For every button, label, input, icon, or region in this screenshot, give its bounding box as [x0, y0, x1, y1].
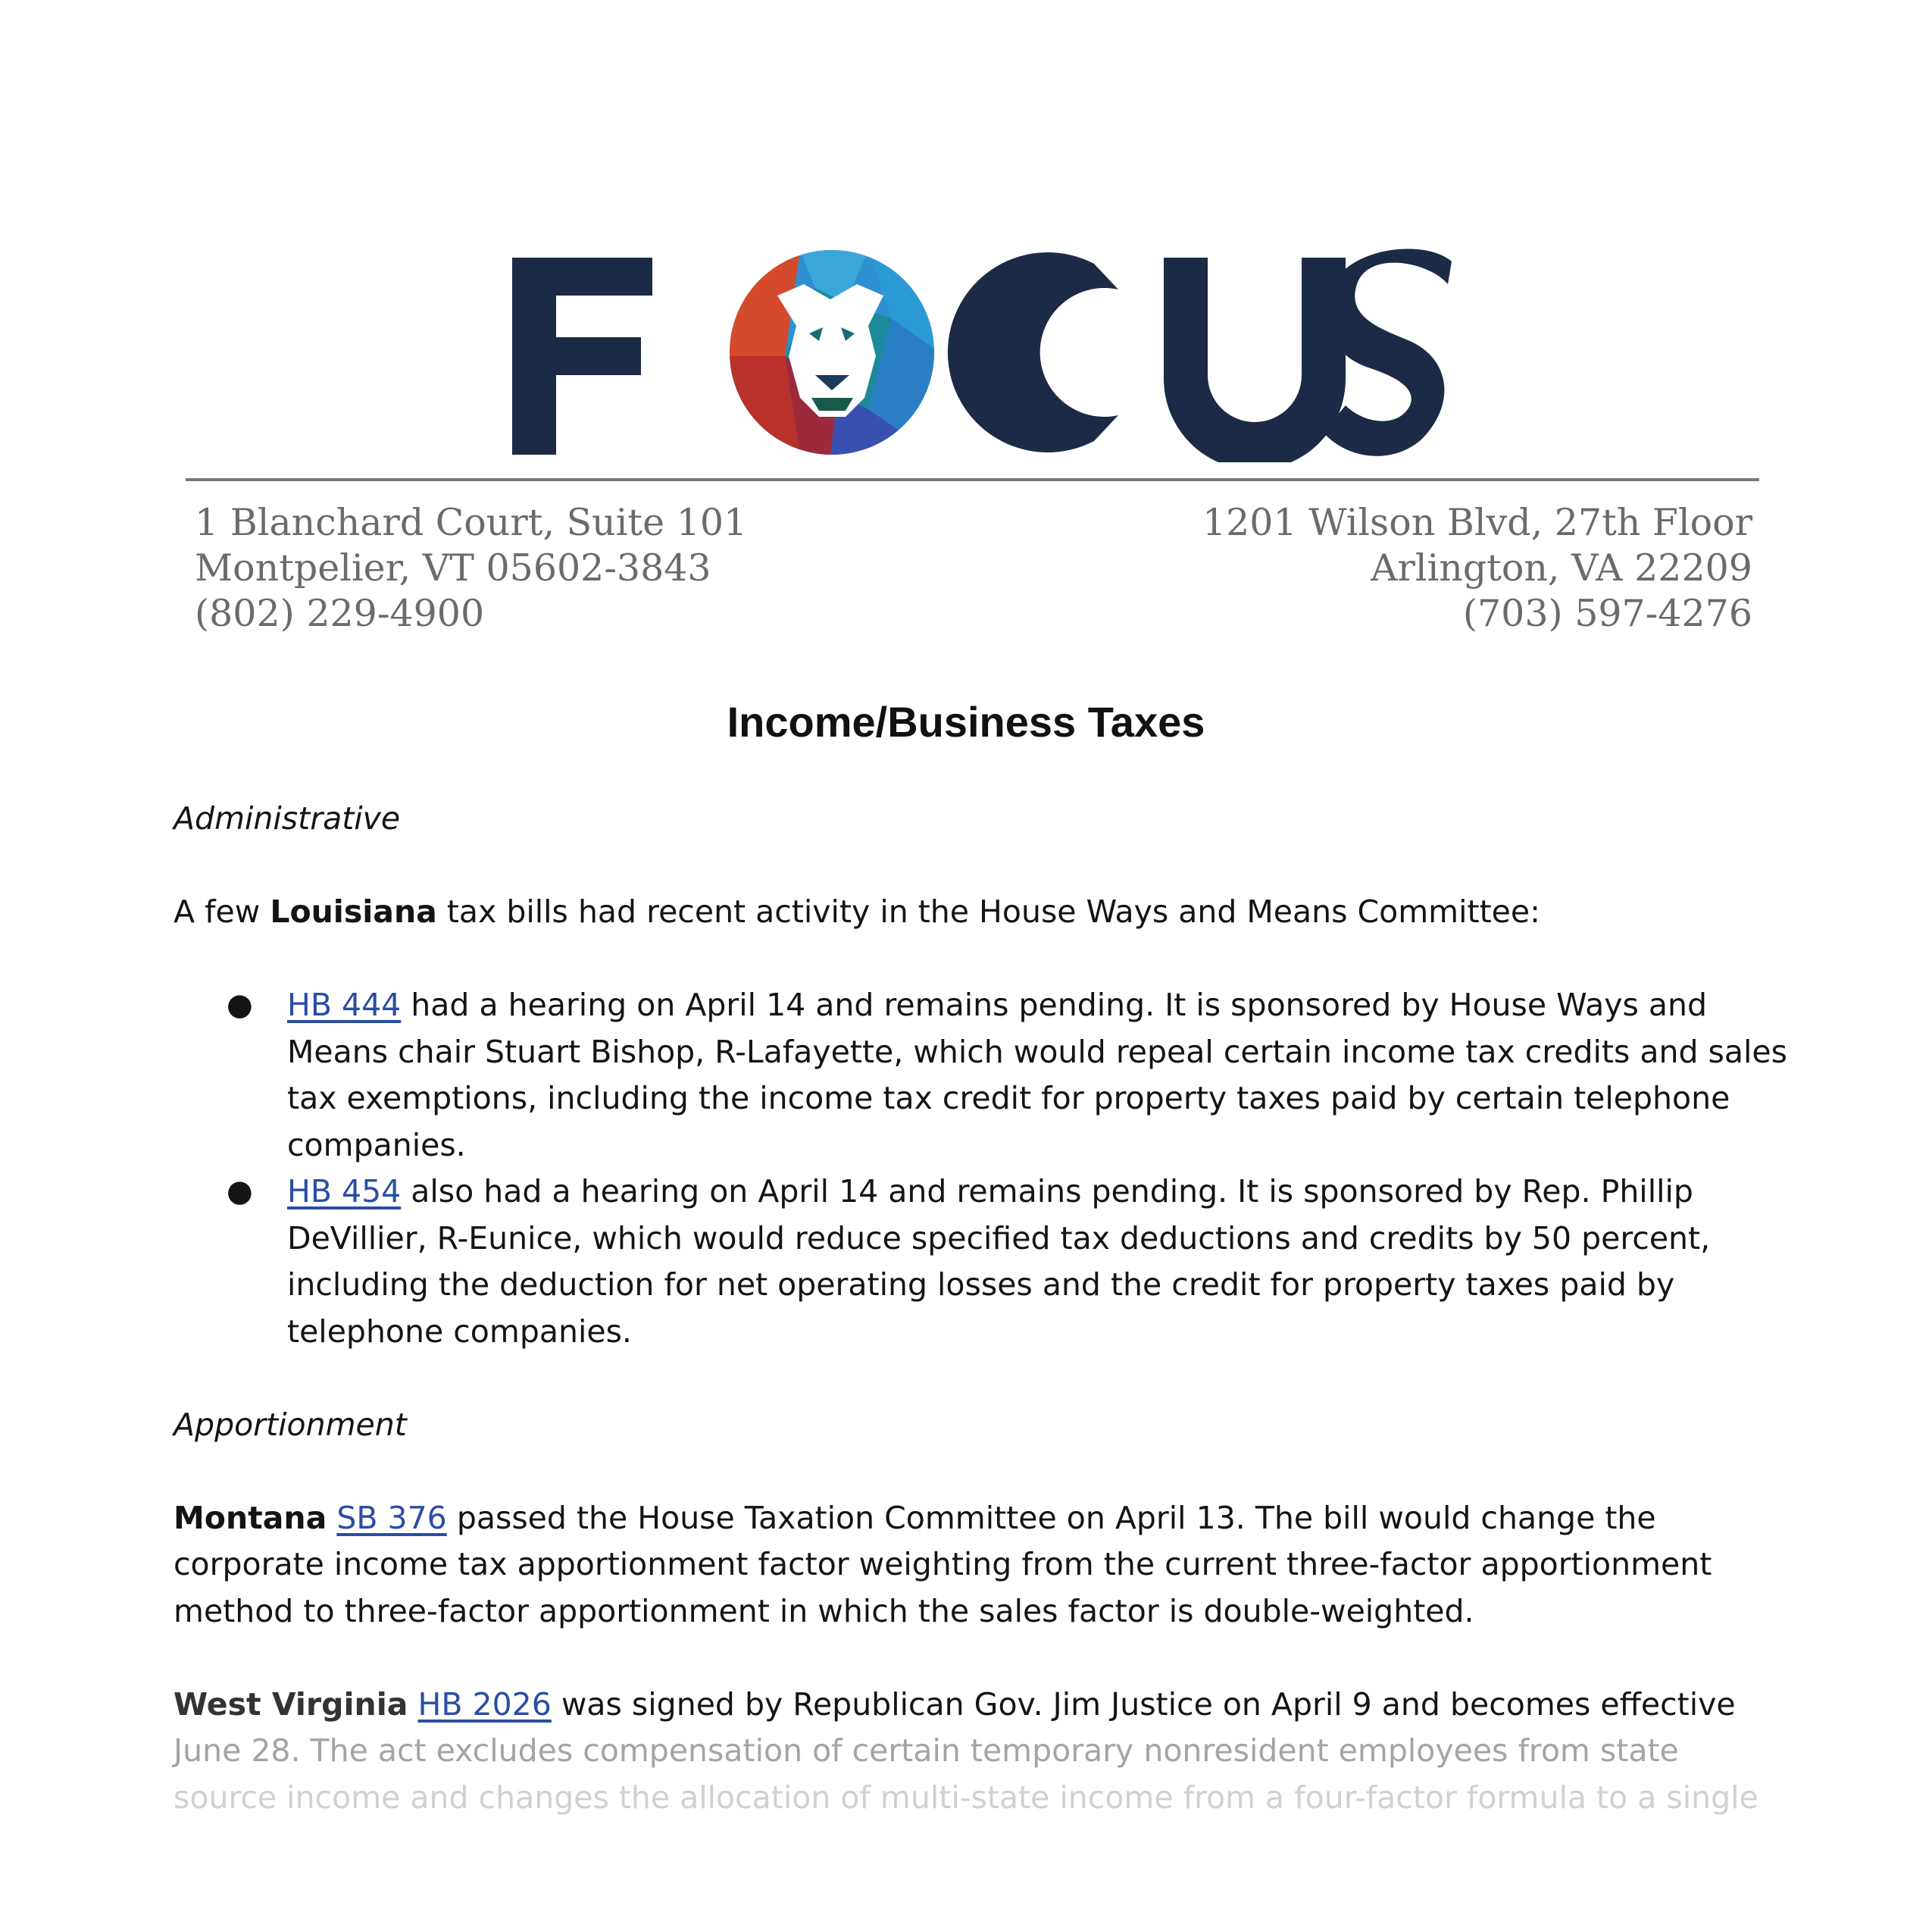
lion-icon [730, 250, 934, 455]
text: had a hearing on April 14 and remains pending. It is sponsored by House Ways and [401, 987, 1707, 1023]
address-line: Arlington, VA 22209 [1371, 546, 1752, 590]
montana-paragraph [174, 1495, 1787, 1635]
logo-letter-u [1164, 258, 1346, 462]
text: including the deduction for net operating losses and the credit for property taxes paid by [287, 1266, 1675, 1303]
address-line: 1201 Wilson Blvd, 27th Floor [1202, 501, 1752, 544]
logo-letter-f [512, 258, 652, 455]
text: corporate income tax apportionment factor weighting from the current three-factor apportionment [174, 1546, 1712, 1582]
focus-logo [512, 243, 1452, 462]
bill-link-hb444[interactable]: HB 444 [287, 987, 402, 1023]
text: also had a hearing on April 14 and remains pending. It is sponsored by Rep. Phillip [401, 1173, 1693, 1209]
state-name: Montana [174, 1499, 327, 1536]
text: A few [174, 893, 270, 930]
west-virginia-paragraph [174, 1682, 1787, 1822]
bill-link-hb2026[interactable]: HB 2026 [417, 1685, 552, 1723]
section-heading-apportionment: Apportionment [174, 1406, 407, 1443]
text: telephone companies. [287, 1313, 632, 1350]
logo-letter-c [948, 252, 1118, 452]
state-name: West Virginia [174, 1685, 408, 1723]
address-virginia [1202, 500, 1752, 637]
phone-line: (802) 229-4900 [195, 592, 485, 635]
text: tax bills had recent activity in the House Ways and Means Committee: [436, 893, 1540, 930]
list-item [227, 1169, 1787, 1355]
state-name: Louisiana [270, 893, 437, 930]
bill-link-hb454[interactable]: HB 454 [287, 1173, 402, 1209]
bullet-icon: ● [227, 1174, 253, 1209]
bullet-icon: ● [227, 987, 253, 1022]
text: Means chair Stuart Bishop, R-Lafayette, which would repeal certain income tax credits and sales [287, 1033, 1787, 1070]
text: was signed by Republican Gov. Jim Justice on April 9 and becomes effective [551, 1685, 1736, 1723]
document-body [174, 796, 1787, 1868]
text: method to three-factor apportionment in which the sales factor is double-weighted. [174, 1592, 1474, 1629]
louisiana-intro [174, 889, 1787, 936]
text: June 28. The act excludes compensation of certain temporary nonresident employees from state [174, 1732, 1679, 1769]
header-divider [186, 478, 1759, 481]
bill-link-sb376[interactable]: SB 376 [336, 1499, 447, 1536]
list-item [227, 982, 1787, 1169]
text: DeVillier, R-Eunice, which would reduce specified tax deductions and credits by 50 percent, [287, 1219, 1711, 1256]
text: passed the House Taxation Committee on April 13. The bill would change the [446, 1499, 1656, 1536]
address-line: 1 Blanchard Court, Suite 101 [195, 501, 748, 544]
text: source income and changes the allocation of multi-state income from a four-factor formula to a single [174, 1779, 1758, 1816]
address-line: Montpelier, VT 05602-3843 [195, 546, 711, 590]
address-vermont [195, 500, 747, 637]
louisiana-bill-list [174, 982, 1787, 1355]
section-heading-administrative: Administrative [174, 800, 401, 837]
text: tax exemptions, including the income tax credit for property taxes paid by certain telephone [287, 1080, 1730, 1116]
phone-line: (703) 597-4276 [1462, 592, 1752, 635]
text: companies. [287, 1126, 466, 1163]
document-title: Income/Business Taxes [727, 698, 1205, 746]
